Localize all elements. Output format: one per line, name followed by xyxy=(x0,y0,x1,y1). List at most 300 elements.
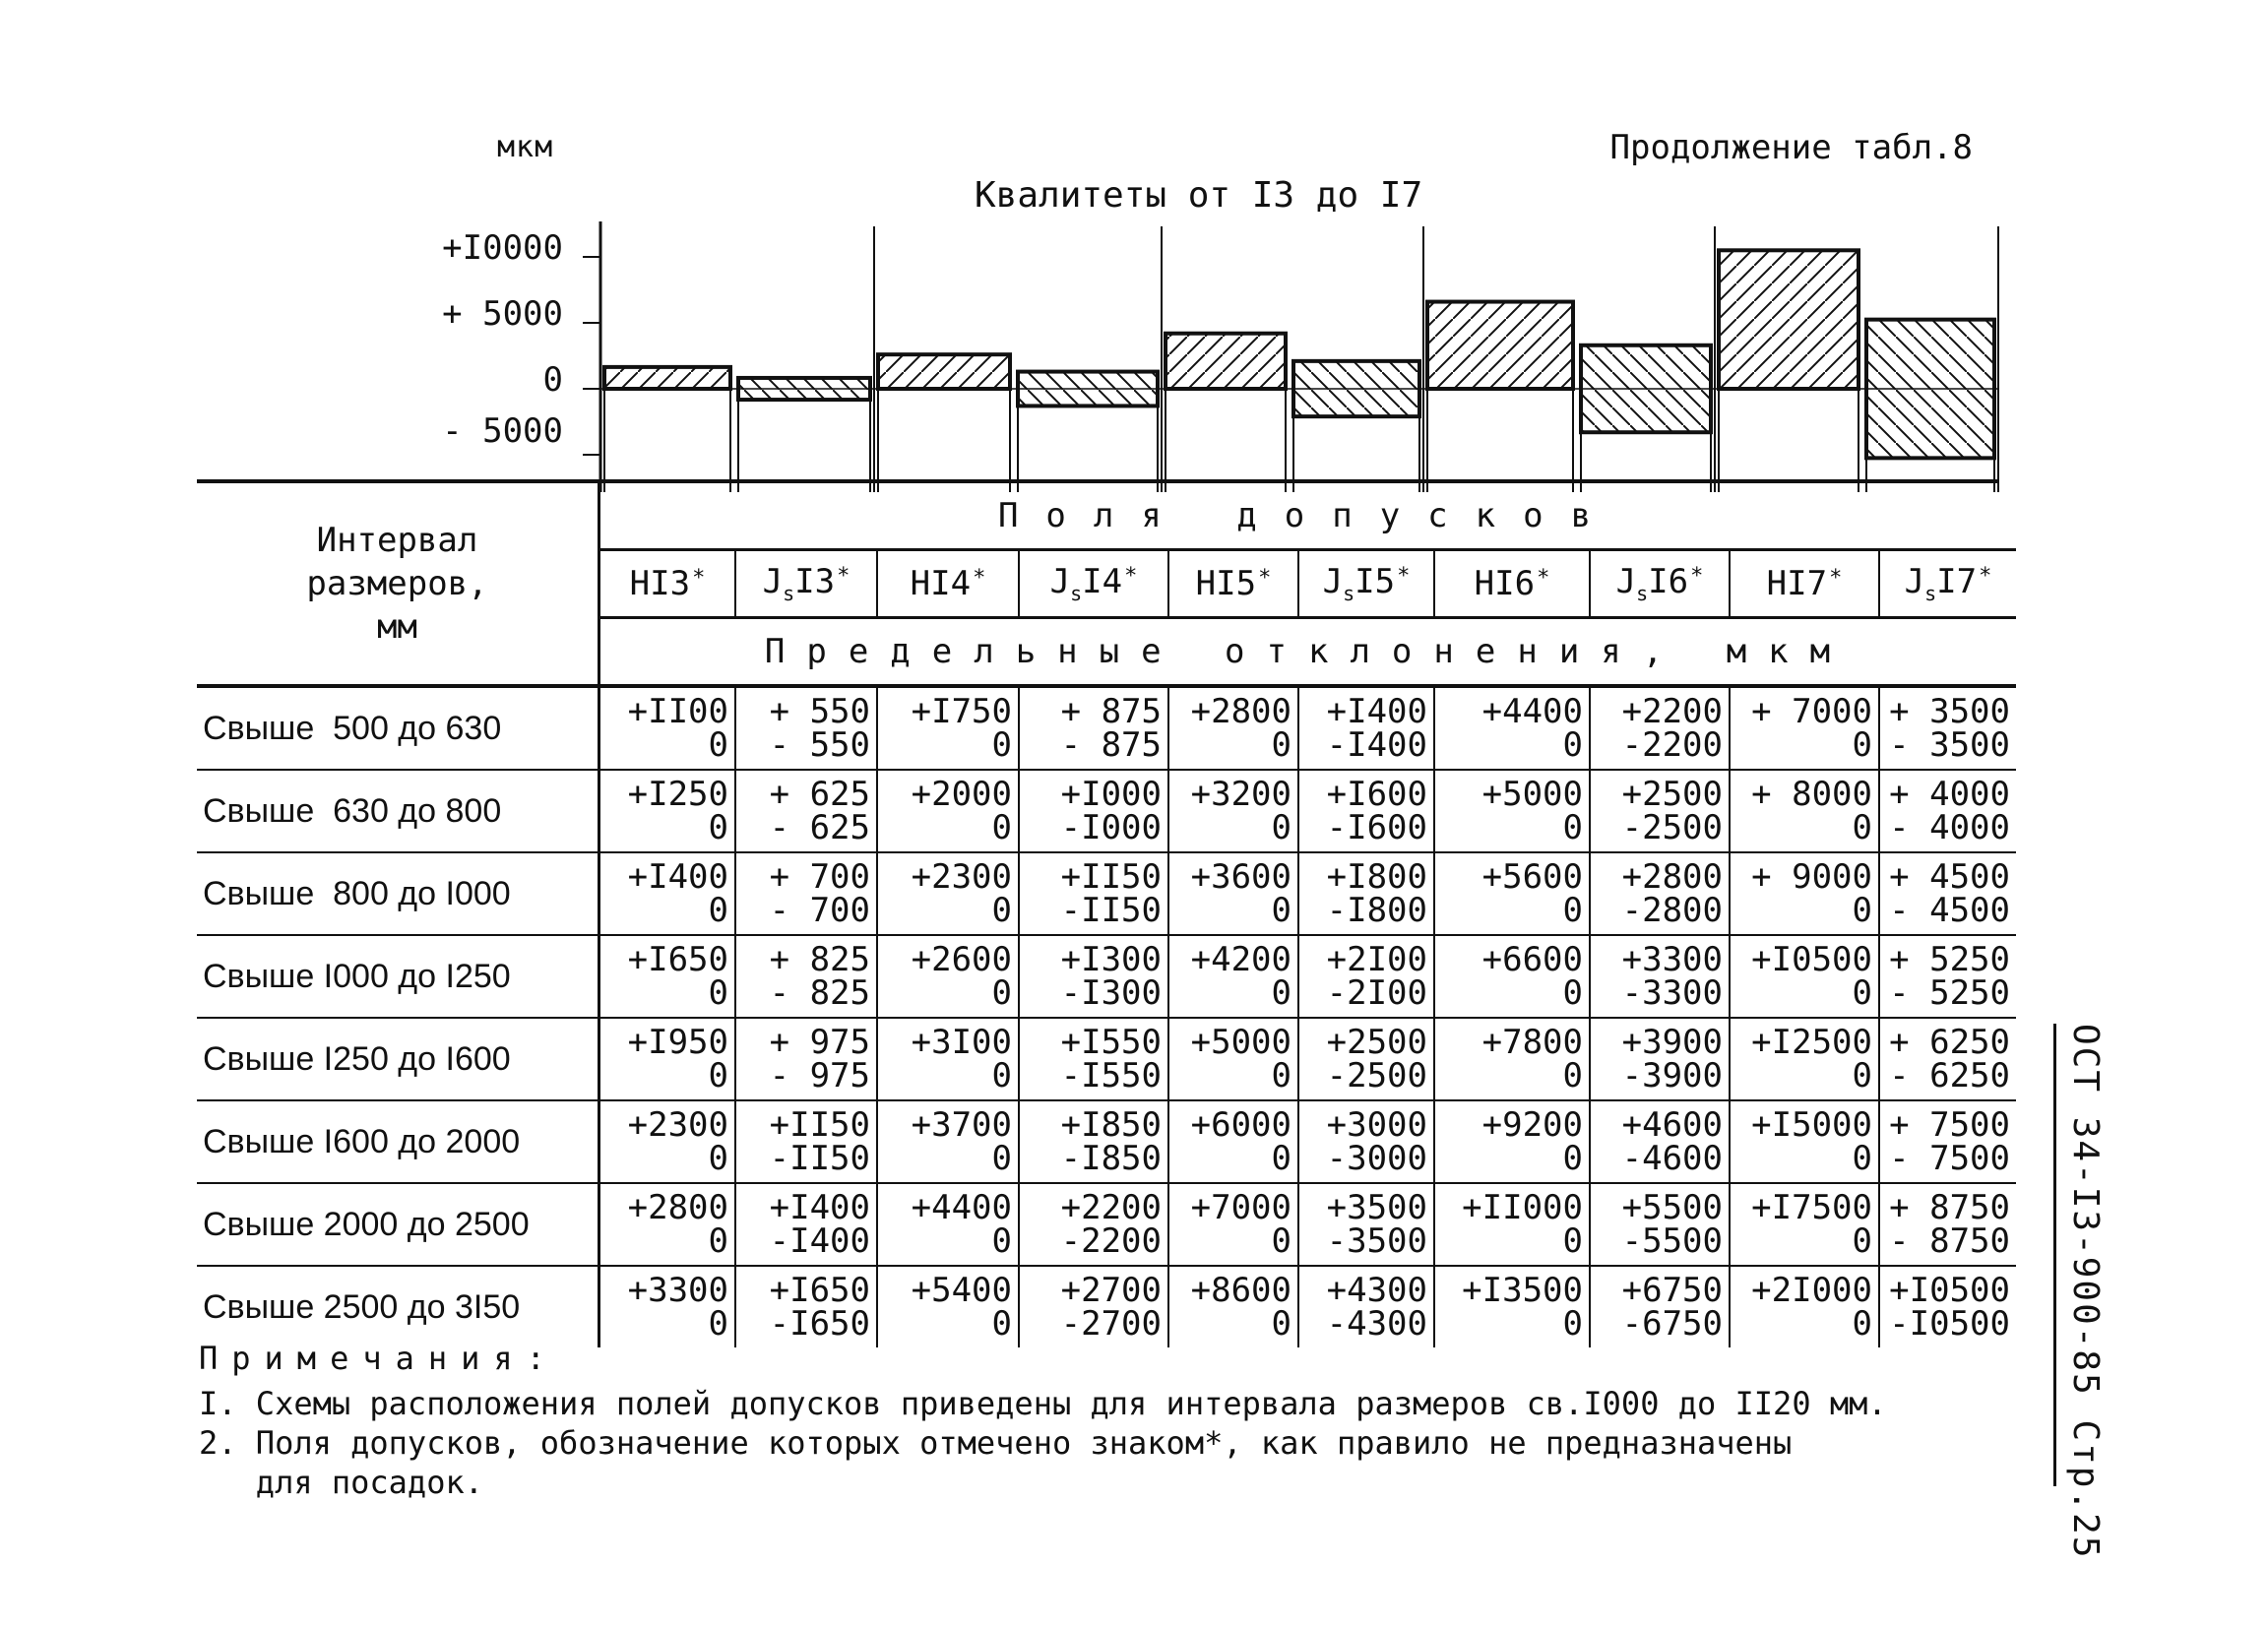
deviation-cell xyxy=(1019,770,1168,852)
lower-deviation: 0 xyxy=(708,1221,728,1261)
deviation-cell xyxy=(1298,770,1434,852)
lower-deviation: 0 xyxy=(708,1139,728,1178)
interval-header-line: мм xyxy=(377,607,417,648)
column-mark: * xyxy=(1979,564,1992,590)
deviation-cell xyxy=(1019,1018,1168,1100)
upper-deviation: +2200 xyxy=(1060,1188,1162,1227)
lower-deviation: 0 xyxy=(1271,891,1292,930)
lower-deviation: 0 xyxy=(708,973,728,1013)
notes xyxy=(199,1339,1887,1502)
lower-deviation: 0 xyxy=(1852,1221,1872,1261)
lower-deviation: - 550 xyxy=(769,725,870,765)
deviation-cell xyxy=(1434,1100,1590,1183)
column-code: HI7 xyxy=(1766,564,1828,603)
upper-deviation: +2700 xyxy=(1060,1271,1162,1310)
deviation-cell xyxy=(735,1018,877,1100)
tolerance-table xyxy=(197,483,2016,1347)
upper-deviation: +I400 xyxy=(1326,692,1427,731)
deviation-cell xyxy=(1168,935,1298,1018)
lower-deviation: - 875 xyxy=(1060,725,1162,765)
interval-label: Свыше 2500 до 3I50 xyxy=(197,1266,599,1347)
lower-deviation: -2500 xyxy=(1621,808,1723,847)
lower-deviation: -6750 xyxy=(1621,1304,1723,1344)
deviation-cell xyxy=(1298,935,1434,1018)
deviation-cell xyxy=(877,852,1019,935)
upper-deviation: +I3500 xyxy=(1462,1271,1583,1310)
y-tick-label: + 5000 xyxy=(442,294,563,334)
upper-deviation: +2200 xyxy=(1621,692,1723,731)
upper-deviation: +2800 xyxy=(627,1188,728,1227)
column-header xyxy=(1879,550,2016,618)
upper-deviation: +I850 xyxy=(1060,1105,1162,1145)
deviation-cell xyxy=(877,1266,1019,1347)
upper-deviation: +5400 xyxy=(911,1271,1012,1310)
deviation-cell xyxy=(1879,852,2016,935)
upper-deviation: +3600 xyxy=(1190,857,1292,897)
deviation-cell xyxy=(1434,935,1590,1018)
lower-deviation: - 700 xyxy=(769,891,870,930)
upper-deviation: +I550 xyxy=(1060,1023,1162,1062)
column-mark: * xyxy=(1124,564,1138,590)
deviation-cell xyxy=(1730,1100,1879,1183)
deviation-cell xyxy=(599,1018,736,1100)
lower-deviation: 0 xyxy=(1271,725,1292,765)
upper-deviation: +3000 xyxy=(1326,1105,1427,1145)
interval-label: Свыше 630 до 800 xyxy=(197,770,599,852)
deviation-cell xyxy=(877,686,1019,770)
table-row xyxy=(197,935,2016,1018)
lower-deviation: 0 xyxy=(1271,973,1292,1013)
lower-deviation: 0 xyxy=(1562,725,1583,765)
upper-deviation: +2I000 xyxy=(1751,1271,1872,1310)
lower-deviation: 0 xyxy=(1852,891,1872,930)
deviation-cell xyxy=(1879,1100,2016,1183)
lower-deviation: 0 xyxy=(991,891,1012,930)
lower-deviation: -2800 xyxy=(1621,891,1723,930)
deviations-header: Предельные отклонения, мкм xyxy=(764,632,1853,671)
lower-deviation: - 6250 xyxy=(1889,1056,2010,1095)
lower-deviation: 0 xyxy=(1562,808,1583,847)
deviation-cell xyxy=(1879,770,2016,852)
upper-deviation: +5000 xyxy=(1481,775,1583,814)
upper-deviation: + 4000 xyxy=(1889,775,2010,814)
lower-deviation: -2700 xyxy=(1060,1304,1162,1344)
column-subscript: s xyxy=(783,581,795,605)
lower-deviation: 0 xyxy=(1271,1221,1292,1261)
upper-deviation: +6000 xyxy=(1190,1105,1292,1145)
lower-deviation: - 825 xyxy=(769,973,870,1013)
lower-deviation: 0 xyxy=(991,1304,1012,1344)
column-header xyxy=(877,550,1019,618)
deviation-cell xyxy=(1730,770,1879,852)
side-rule xyxy=(2053,1024,2056,1486)
deviation-cell xyxy=(1590,686,1730,770)
deviation-cell xyxy=(877,770,1019,852)
upper-deviation: + 625 xyxy=(769,775,870,814)
deviation-cell xyxy=(1168,1018,1298,1100)
upper-deviation: +I0500 xyxy=(1751,940,1872,979)
lower-deviation: - 4000 xyxy=(1889,808,2010,847)
deviation-cell xyxy=(1298,852,1434,935)
column-mark: * xyxy=(1258,566,1272,591)
column-subscript: s xyxy=(1070,581,1083,605)
lower-deviation: 0 xyxy=(708,725,728,765)
upper-deviation: +4400 xyxy=(911,1188,1012,1227)
upper-deviation: +6600 xyxy=(1481,940,1583,979)
column-code: HI5 xyxy=(1195,564,1257,603)
lower-deviation: -I400 xyxy=(769,1221,870,1261)
upper-deviation: +3I00 xyxy=(911,1023,1012,1062)
upper-deviation: +2300 xyxy=(627,1105,728,1145)
lower-deviation: -II50 xyxy=(769,1139,870,1178)
upper-deviation: +I400 xyxy=(627,857,728,897)
upper-deviation: + 7500 xyxy=(1889,1105,2010,1145)
column-code: I3 xyxy=(794,562,836,602)
tolerance-bar xyxy=(1427,302,1573,389)
interval-header-line: Интервал xyxy=(316,520,478,560)
upper-deviation: +II00 xyxy=(627,692,728,731)
upper-deviation: + 825 xyxy=(769,940,870,979)
deviation-cell xyxy=(599,1266,736,1347)
column-header xyxy=(1168,550,1298,618)
column-header xyxy=(1434,550,1590,618)
lower-deviation: 0 xyxy=(1271,1139,1292,1178)
lower-deviation: -I850 xyxy=(1060,1139,1162,1178)
deviation-cell xyxy=(1434,770,1590,852)
interval-label: Свыше I600 до 2000 xyxy=(197,1100,599,1183)
deviation-cell xyxy=(1434,1018,1590,1100)
lower-deviation: 0 xyxy=(991,1139,1012,1178)
column-code: HI4 xyxy=(910,564,972,603)
column-mark: * xyxy=(1829,566,1843,591)
lower-deviation: -2200 xyxy=(1621,725,1723,765)
deviation-cell xyxy=(1730,1183,1879,1266)
lower-deviation: - 3500 xyxy=(1889,725,2010,765)
unit-label: мкм xyxy=(497,130,554,164)
deviation-cell xyxy=(1434,1183,1590,1266)
lower-deviation: 0 xyxy=(1562,1304,1583,1344)
upper-deviation: +7000 xyxy=(1190,1188,1292,1227)
lower-deviation: -I000 xyxy=(1060,808,1162,847)
upper-deviation: + 700 xyxy=(769,857,870,897)
upper-deviation: +6750 xyxy=(1621,1271,1723,1310)
upper-deviation: +9200 xyxy=(1481,1105,1583,1145)
upper-deviation: +3300 xyxy=(627,1271,728,1310)
lower-deviation: -2I00 xyxy=(1326,973,1427,1013)
upper-deviation: +2800 xyxy=(1621,857,1723,897)
lower-deviation: 0 xyxy=(1271,808,1292,847)
lower-deviation: 0 xyxy=(991,973,1012,1013)
lower-deviation: -3900 xyxy=(1621,1056,1723,1095)
upper-deviation: +I400 xyxy=(769,1188,870,1227)
lower-deviation: 0 xyxy=(1852,1056,1872,1095)
tolerance-bar xyxy=(1719,250,1858,389)
lower-deviation: 0 xyxy=(1852,973,1872,1013)
upper-deviation: +I650 xyxy=(769,1271,870,1310)
deviation-cell xyxy=(1168,1100,1298,1183)
interval-label: Свыше I000 до I250 xyxy=(197,935,599,1018)
interval-header-line: размеров, xyxy=(306,563,488,603)
deviation-cell xyxy=(877,935,1019,1018)
column-prefix: J xyxy=(1615,562,1637,602)
table-row xyxy=(197,1266,2016,1347)
deviation-cell xyxy=(1298,686,1434,770)
chart-title: Квалитеты от I3 до I7 xyxy=(975,175,1423,216)
lower-deviation: -5500 xyxy=(1621,1221,1723,1261)
column-header xyxy=(599,550,736,618)
upper-deviation: +2600 xyxy=(911,940,1012,979)
deviation-cell xyxy=(1168,1183,1298,1266)
lower-deviation: - 4500 xyxy=(1889,891,2010,930)
upper-deviation: +3900 xyxy=(1621,1023,1723,1062)
deviation-cell xyxy=(735,1100,877,1183)
upper-deviation: +I7500 xyxy=(1751,1188,1872,1227)
lower-deviation: 0 xyxy=(708,891,728,930)
upper-deviation: + 550 xyxy=(769,692,870,731)
column-code: HI3 xyxy=(629,564,691,603)
deviation-cell xyxy=(1434,1266,1590,1347)
deviation-cell xyxy=(599,935,736,1018)
deviation-cell xyxy=(735,770,877,852)
upper-deviation: + 8750 xyxy=(1889,1188,2010,1227)
upper-deviation: +I0500 xyxy=(1889,1271,2010,1310)
continuation-label: Продолжение табл.8 xyxy=(1609,128,1973,167)
deviation-cell xyxy=(1168,686,1298,770)
lower-deviation: -I0500 xyxy=(1889,1304,2010,1344)
column-prefix: J xyxy=(1904,562,1925,602)
interval-label: Свыше I250 до I600 xyxy=(197,1018,599,1100)
upper-deviation: +3200 xyxy=(1190,775,1292,814)
lower-deviation: 0 xyxy=(991,1056,1012,1095)
deviation-cell xyxy=(877,1183,1019,1266)
deviation-cell xyxy=(1730,686,1879,770)
side-stamp xyxy=(2053,1024,2112,1560)
lower-deviation: -3300 xyxy=(1621,973,1723,1013)
upper-deviation: +2I00 xyxy=(1326,940,1427,979)
column-code: HI6 xyxy=(1474,564,1536,603)
upper-deviation: +I800 xyxy=(1326,857,1427,897)
lower-deviation: - 975 xyxy=(769,1056,870,1095)
column-subscript: s xyxy=(1343,581,1355,605)
tolerance-bar xyxy=(878,354,1010,389)
upper-deviation: +5600 xyxy=(1481,857,1583,897)
column-prefix: J xyxy=(1049,562,1071,602)
column-mark: * xyxy=(1690,564,1704,590)
upper-deviation: + 3500 xyxy=(1889,692,2010,731)
deviation-cell xyxy=(599,852,736,935)
lower-deviation: 0 xyxy=(1562,1221,1583,1261)
upper-deviation: +5000 xyxy=(1190,1023,1292,1062)
lower-deviation: - 8750 xyxy=(1889,1221,2010,1261)
deviation-cell xyxy=(1168,852,1298,935)
upper-deviation: +4400 xyxy=(1481,692,1583,731)
upper-deviation: +I300 xyxy=(1060,940,1162,979)
table-row xyxy=(197,770,2016,852)
y-tick-label: 0 xyxy=(542,360,563,400)
deviation-cell xyxy=(1298,1183,1434,1266)
lower-deviation: -I650 xyxy=(769,1304,870,1344)
upper-deviation: +2300 xyxy=(911,857,1012,897)
upper-deviation: +3700 xyxy=(911,1105,1012,1145)
upper-deviation: +5500 xyxy=(1621,1188,1723,1227)
table-row xyxy=(197,852,2016,935)
lower-deviation: 0 xyxy=(1562,891,1583,930)
lower-deviation: 0 xyxy=(1562,1139,1583,1178)
upper-deviation: +4600 xyxy=(1621,1105,1723,1145)
lower-deviation: -I550 xyxy=(1060,1056,1162,1095)
column-mark: * xyxy=(973,566,986,591)
lower-deviation: 0 xyxy=(1852,725,1872,765)
upper-deviation: +I5000 xyxy=(1751,1105,1872,1145)
upper-deviation: +4300 xyxy=(1326,1271,1427,1310)
column-prefix: J xyxy=(1322,562,1344,602)
deviation-cell xyxy=(877,1100,1019,1183)
column-code: I4 xyxy=(1082,562,1123,602)
column-code: I6 xyxy=(1648,562,1689,602)
deviation-cell xyxy=(1298,1018,1434,1100)
deviation-cell xyxy=(1019,1100,1168,1183)
upper-deviation: + 4500 xyxy=(1889,857,2010,897)
lower-deviation: -2200 xyxy=(1060,1221,1162,1261)
column-mark: * xyxy=(837,564,850,590)
column-code: I5 xyxy=(1354,562,1396,602)
deviation-cell xyxy=(735,686,877,770)
table-row xyxy=(197,686,2016,770)
deviation-cell xyxy=(1879,1183,2016,1266)
upper-deviation: + 875 xyxy=(1060,692,1162,731)
deviation-cell xyxy=(735,935,877,1018)
deviation-cell xyxy=(1879,935,2016,1018)
deviation-cell xyxy=(1019,1266,1168,1347)
upper-deviation: +3500 xyxy=(1326,1188,1427,1227)
deviation-cell xyxy=(1730,852,1879,935)
upper-deviation: +I950 xyxy=(627,1023,728,1062)
lower-deviation: -II50 xyxy=(1060,891,1162,930)
upper-deviation: + 8000 xyxy=(1751,775,1872,814)
upper-deviation: +II50 xyxy=(769,1105,870,1145)
deviation-cell xyxy=(1590,1018,1730,1100)
lower-deviation: -I800 xyxy=(1326,891,1427,930)
deviation-cell xyxy=(1590,1183,1730,1266)
deviation-cell xyxy=(735,852,877,935)
deviation-cell xyxy=(1019,852,1168,935)
column-subscript: s xyxy=(1924,581,1937,605)
column-subscript: s xyxy=(1636,581,1649,605)
deviation-cell xyxy=(1019,686,1168,770)
lower-deviation: 0 xyxy=(1271,1056,1292,1095)
upper-deviation: +II000 xyxy=(1462,1188,1583,1227)
deviation-cell xyxy=(1879,1266,2016,1347)
deviation-cell xyxy=(877,1018,1019,1100)
deviation-cell xyxy=(1730,935,1879,1018)
upper-deviation: +I2500 xyxy=(1751,1023,1872,1062)
deviation-cell xyxy=(1168,770,1298,852)
lower-deviation: - 5250 xyxy=(1889,973,2010,1013)
column-header xyxy=(1298,550,1434,618)
upper-deviation: +2000 xyxy=(911,775,1012,814)
interval-label: Свыше 2000 до 2500 xyxy=(197,1183,599,1266)
lower-deviation: -3000 xyxy=(1326,1139,1427,1178)
deviation-cell xyxy=(1590,852,1730,935)
tolerance-bar xyxy=(604,367,730,389)
interval-label: Свыше 800 до I000 xyxy=(197,852,599,935)
upper-deviation: +3300 xyxy=(1621,940,1723,979)
tolerance-bar xyxy=(1166,334,1286,389)
deviation-cell xyxy=(1590,935,1730,1018)
deviation-cell xyxy=(1298,1100,1434,1183)
y-tick-label: +I0000 xyxy=(442,228,563,268)
deviation-cell xyxy=(1590,1100,1730,1183)
deviation-cell xyxy=(1590,770,1730,852)
lower-deviation: 0 xyxy=(708,1304,728,1344)
lower-deviation: 0 xyxy=(1271,1304,1292,1344)
upper-deviation: + 5250 xyxy=(1889,940,2010,979)
deviation-cell xyxy=(1298,1266,1434,1347)
deviation-cell xyxy=(1019,935,1168,1018)
table-row xyxy=(197,1100,2016,1183)
interval-label: Свыше 500 до 630 xyxy=(197,686,599,770)
deviation-cell xyxy=(599,770,736,852)
upper-deviation: + 7000 xyxy=(1751,692,1872,731)
note-item: 2. Поля допусков, обозначение которых отмечено знаком*, как правило не предназначены xyxy=(199,1424,1793,1462)
fields-header: Поля допусков xyxy=(599,483,2017,550)
lower-deviation: 0 xyxy=(1852,808,1872,847)
column-header xyxy=(735,550,877,618)
deviation-cell xyxy=(1730,1018,1879,1100)
note-item: I. Схемы расположения полей допусков приведены для интервала размеров св.I000 до II20 мм. xyxy=(199,1385,1887,1422)
lower-deviation: - 7500 xyxy=(1889,1139,2010,1178)
upper-deviation: +4200 xyxy=(1190,940,1292,979)
table-row xyxy=(197,1183,2016,1266)
table-row xyxy=(197,1018,2016,1100)
side-label: ОСТ 34-I3-900-85 Стр.25 xyxy=(2065,1024,2106,1560)
deviation-cell xyxy=(1168,1266,1298,1347)
lower-deviation: -4600 xyxy=(1621,1139,1723,1178)
lower-deviation: -2500 xyxy=(1326,1056,1427,1095)
deviation-cell xyxy=(1434,686,1590,770)
upper-deviation: +I650 xyxy=(627,940,728,979)
lower-deviation: -I400 xyxy=(1326,725,1427,765)
lower-deviation: 0 xyxy=(991,1221,1012,1261)
lower-deviation: 0 xyxy=(1852,1304,1872,1344)
upper-deviation: +2500 xyxy=(1326,1023,1427,1062)
lower-deviation: - 625 xyxy=(769,808,870,847)
deviation-cell xyxy=(1019,1183,1168,1266)
interval-header xyxy=(197,483,599,686)
upper-deviation: +I600 xyxy=(1326,775,1427,814)
lower-deviation: 0 xyxy=(1852,1139,1872,1178)
column-mark: * xyxy=(1397,564,1411,590)
column-mark: * xyxy=(692,566,706,591)
lower-deviation: -3500 xyxy=(1326,1221,1427,1261)
upper-deviation: +I250 xyxy=(627,775,728,814)
deviation-cell xyxy=(735,1266,877,1347)
upper-deviation: + 6250 xyxy=(1889,1023,2010,1062)
upper-deviation: +2500 xyxy=(1621,775,1723,814)
lower-deviation: -I300 xyxy=(1060,973,1162,1013)
lower-deviation: 0 xyxy=(991,808,1012,847)
column-code: I7 xyxy=(1936,562,1978,602)
lower-deviation: 0 xyxy=(1562,1056,1583,1095)
column-header xyxy=(1590,550,1730,618)
deviation-cell xyxy=(1879,1018,2016,1100)
deviation-cell xyxy=(599,686,736,770)
deviation-cell xyxy=(735,1183,877,1266)
upper-deviation: +8600 xyxy=(1190,1271,1292,1310)
upper-deviation: + 975 xyxy=(769,1023,870,1062)
notes-title: Примечания: xyxy=(199,1340,559,1377)
column-header xyxy=(1019,550,1168,618)
